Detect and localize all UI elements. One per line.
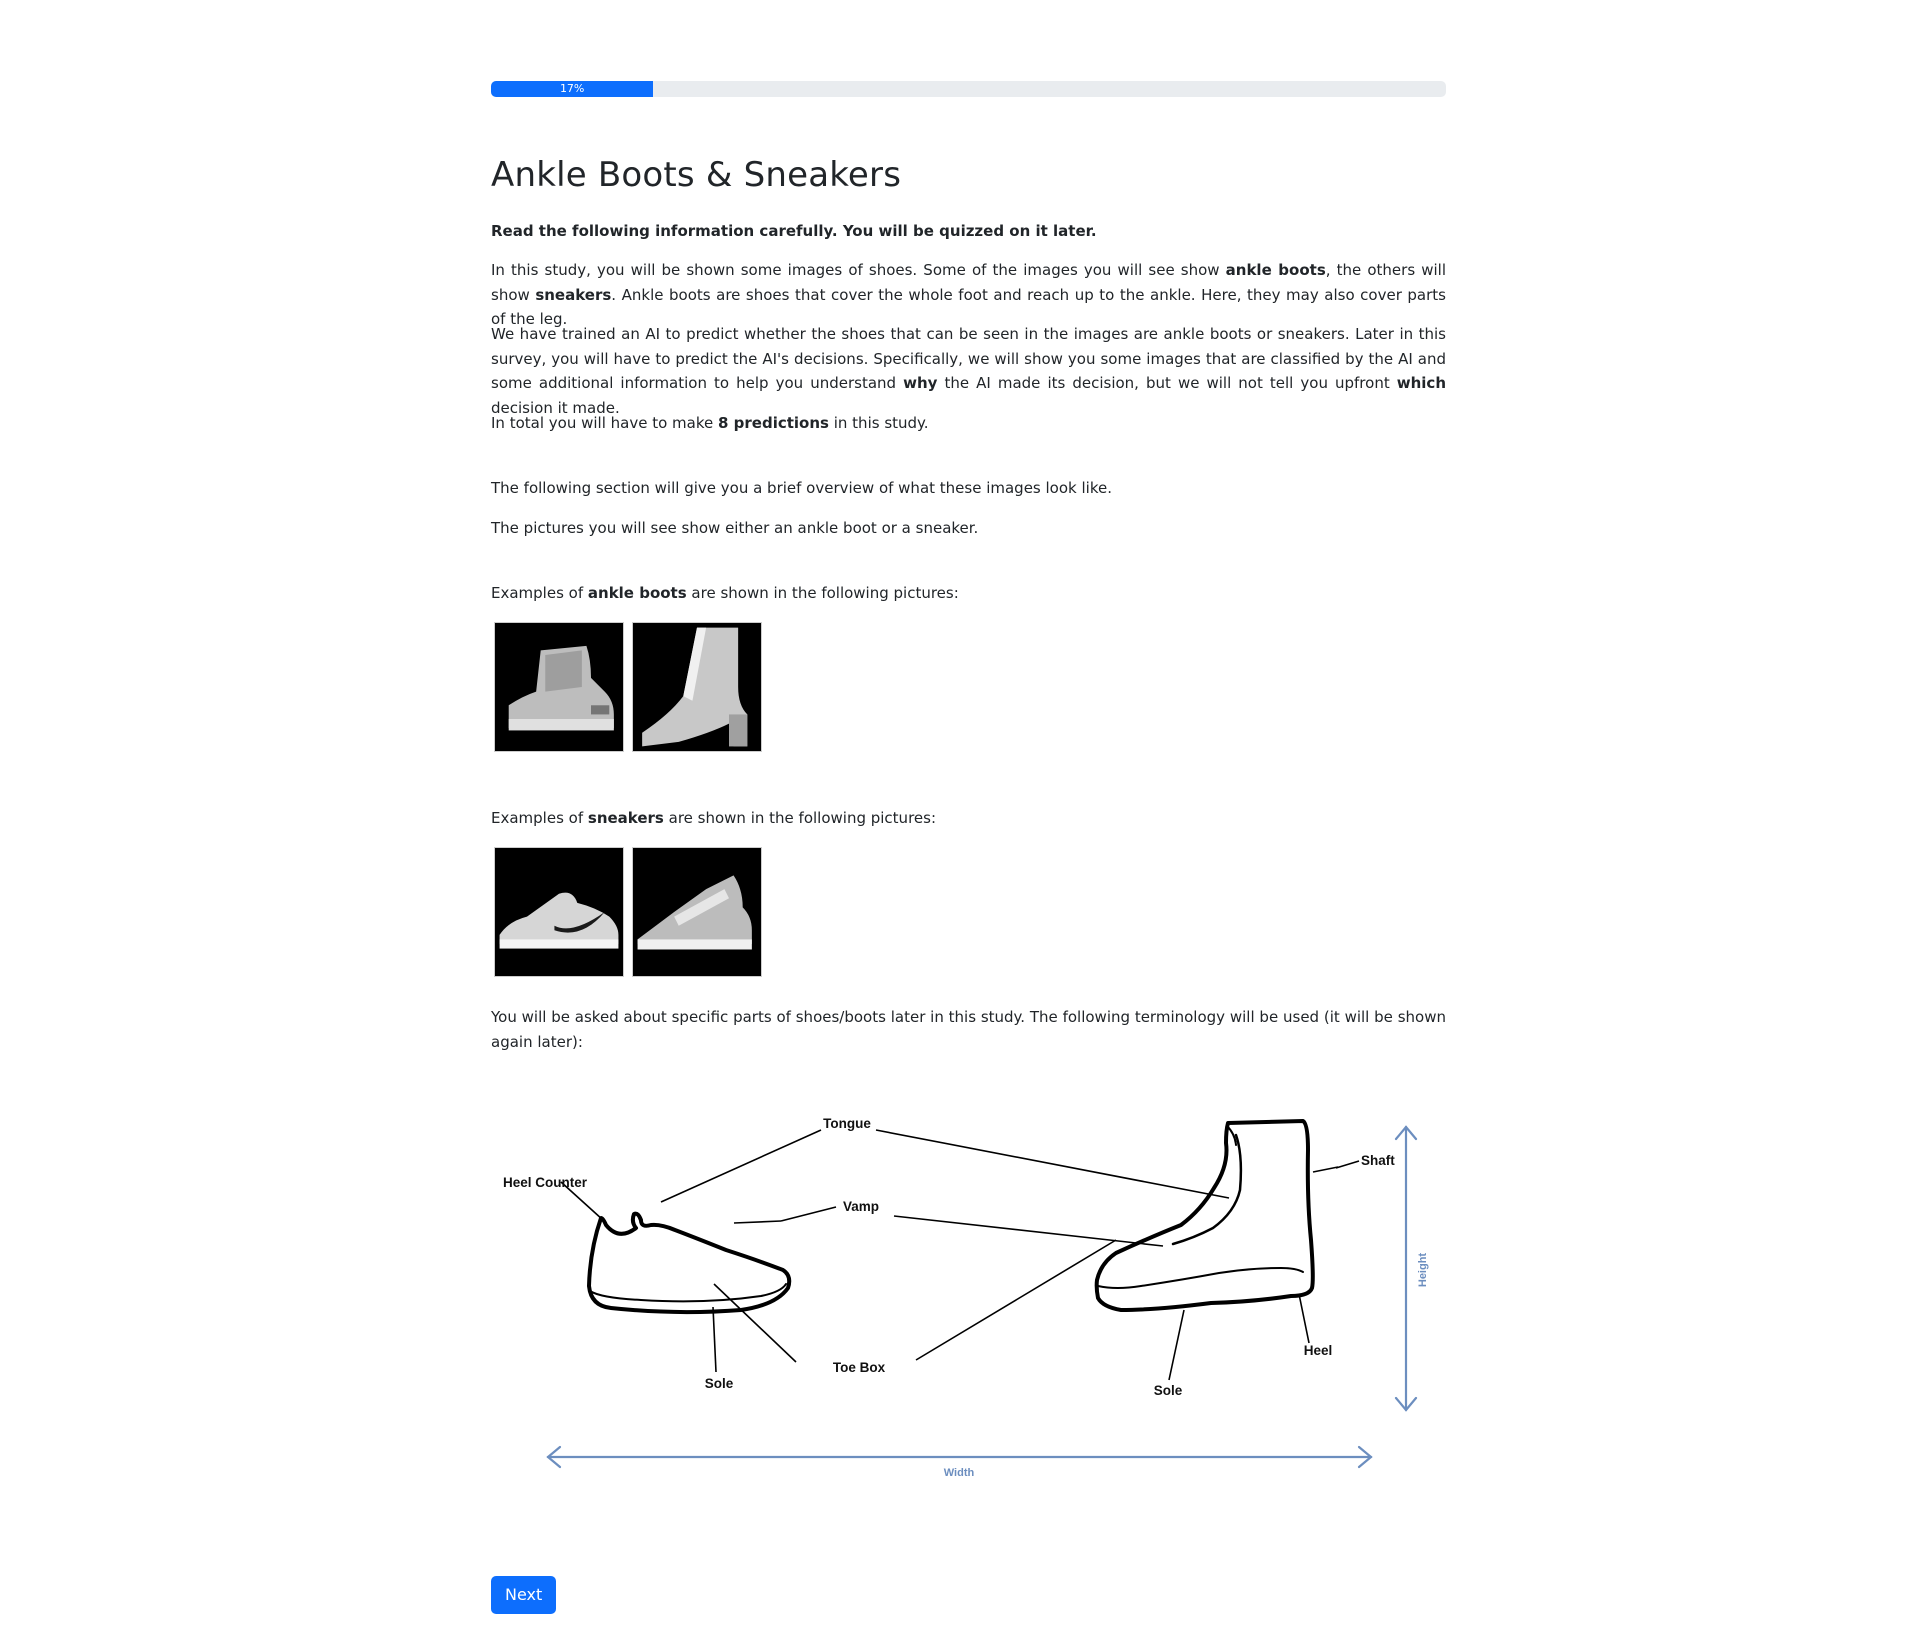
boot-drawing [1097, 1121, 1313, 1310]
label-toe-box: Toe Box [832, 1360, 886, 1375]
intro-p1-sneakers: sneakers [535, 285, 612, 304]
intro-p2-why: why [903, 374, 938, 392]
terminology-text: You will be asked about specific parts of shoes/boots later in this study. The following terminology will be used (it will be shown again later): [491, 1008, 1446, 1051]
intro-p1-text-2: , the others will show [491, 261, 1447, 304]
sneakers-caption-text: Examples of [491, 809, 588, 827]
shoe-terminology-diagram [491, 1110, 1446, 1510]
intro-p1-ankle-boots: ankle boots [1225, 261, 1326, 279]
sneakers-examples-caption [491, 806, 1446, 831]
label-shaft: Shaft [1361, 1153, 1395, 1168]
intro-p2-text: We have trained an AI to predict whether the shoes that can be seen in the images are ankle boots or sneakers. Later in this survey, you will have to predict the AI's decisions. Specifically, we will show you some images that are classified by the AI and some additional information to help you understand [491, 325, 1446, 392]
intro-p3-text: In total you will have to make [491, 414, 718, 432]
label-sole-boot: Sole [1153, 1383, 1183, 1398]
page-title: Ankle Boots & Sneakers [491, 155, 902, 195]
label-height: Height [1417, 1252, 1429, 1288]
sneaker-drawing [589, 1213, 789, 1312]
label-vamp: Vamp [842, 1199, 880, 1214]
overview-paragraph-1 [491, 476, 1446, 501]
overview-p1-text: The following section will give you a brief overview of what these images look like. [491, 479, 1112, 497]
warning-strong: Read the following information carefully. You will be quizzed on it later. [491, 222, 1097, 240]
intro-p3-predictions: 8 predictions [718, 414, 829, 432]
overview-paragraph-2 [491, 516, 1446, 541]
boots-caption-text: Examples of [491, 584, 588, 602]
label-tongue: Tongue [823, 1116, 871, 1131]
overview-p2-text: The pictures you will see show either an ankle boot or a sneaker. [491, 519, 979, 537]
label-width: Width [943, 1467, 975, 1479]
intro-p1-text: In this study, you will be shown some images of shoes. Some of the images you will see show [491, 261, 1226, 279]
intro-p2-which: which [1396, 374, 1446, 392]
intro-paragraph-2 [491, 322, 1446, 420]
sneaker-image-2 [632, 847, 762, 977]
label-heel-counter: Heel Counter [503, 1175, 588, 1190]
sneakers-caption-strong: sneakers [587, 809, 664, 827]
progress-bar-fill: 17% [491, 81, 653, 97]
intro-p2-text-3: decision it made. [491, 398, 620, 417]
terminology-paragraph [491, 1005, 1446, 1054]
boots-caption-text-2: are shown in the following pictures: [686, 584, 959, 602]
sneakers-image-row [494, 847, 762, 977]
warning-text [491, 219, 1446, 244]
boots-caption-strong: ankle boots [587, 584, 687, 602]
intro-p3-text-2: in this study. [828, 414, 929, 432]
progress-bar-track [491, 81, 1446, 97]
intro-p1-text-3: . Ankle boots are shoes that cover the whole foot and reach up to the ankle. Here, they may also cover parts of the leg. [491, 285, 1446, 328]
label-sole-sneaker: Sole [704, 1376, 734, 1391]
intro-p2-text-2: the AI made its decision, but we will not tell you upfront [937, 374, 1397, 392]
sneaker-image-1 [494, 847, 624, 977]
intro-paragraph-3 [491, 411, 1446, 436]
label-heel: Heel [1303, 1343, 1333, 1358]
leader-lines [561, 1130, 1359, 1380]
ankle-boot-image-1 [494, 622, 624, 752]
next-button[interactable]: Next [491, 1576, 556, 1614]
intro-paragraph-1 [491, 258, 1446, 332]
boots-examples-caption [491, 581, 1446, 606]
boots-image-row [494, 622, 762, 752]
sneakers-caption-text-2: are shown in the following pictures: [663, 809, 936, 827]
ankle-boot-image-2 [632, 622, 762, 752]
